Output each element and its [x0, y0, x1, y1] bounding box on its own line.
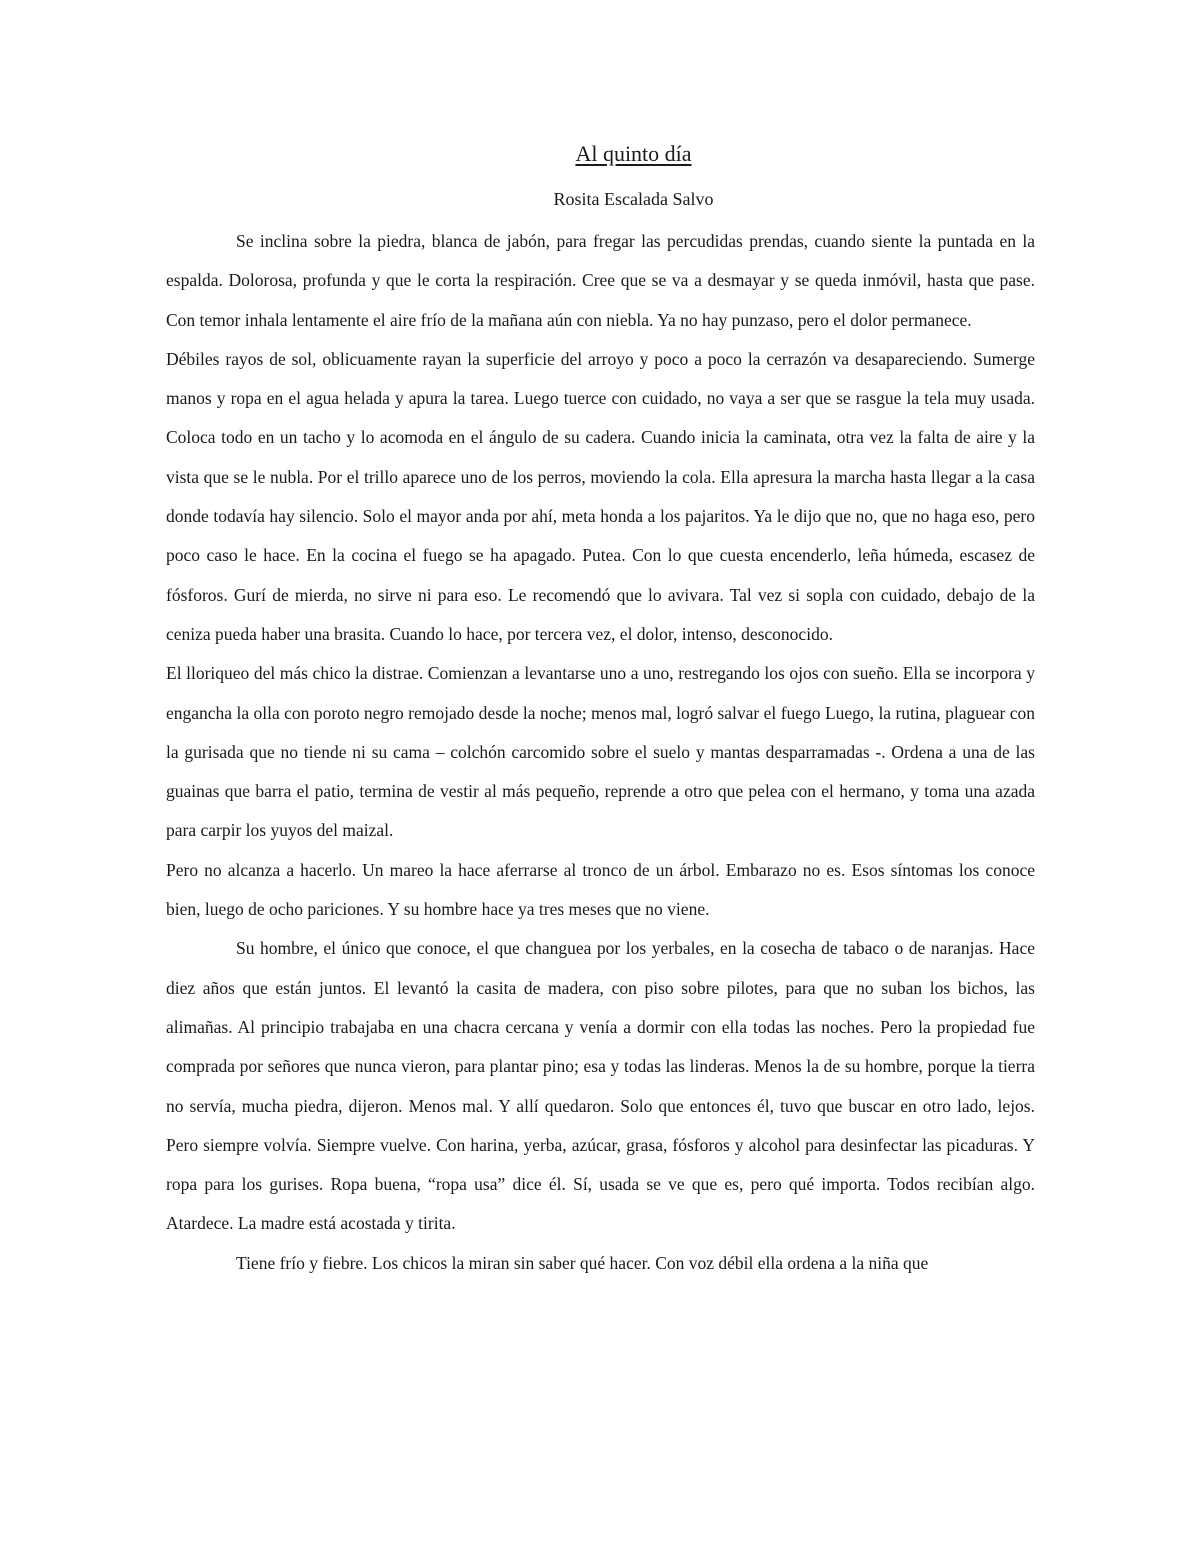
paragraph: Su hombre, el único que conoce, el que changuea por los yerbales, en la cosecha de tabaco o de naranjas. Hace diez años que están juntos. El levantó la casita de madera, con piso sobre pilotes, para que no suban los bichos, las alimañas. Al principio trabajaba en una chacra cercana y venía a dormir con ella todas las noches. Pero la propiedad fue comprada por señores que nunca vieron, para plantar pino; esa y todas las linderas. Menos la de su hombre, porque la tierra no servía, mucha piedra, dijeron. Menos mal. Y allí quedaron. Solo que entonces él, tuvo que buscar en otro lado, lejos. Pero siempre volvía. Siempre vuelve. Con harina, yerba, azúcar, grasa, fósforos y alcohol para desinfectar las picaduras. Y ropa para los gurises. Ropa buena, “ropa usa” dice él. Sí, usada se ve que es, pero qué importa. Todos recibían algo. Atardece. La madre está acostada y tirita. [166, 938, 1035, 1234]
paragraph: Pero no alcanza a hacerlo. Un mareo la hace aferrarse al tronco de un árbol. Embarazo no es. Esos síntomas los conoce bien, luego de ocho pariciones. Y su hombre hace ya tres meses que no viene. [166, 859, 1035, 920]
paragraph: Se inclina sobre la piedra, blanca de jabón, para fregar las percudidas prendas, cuando siente la puntada en la espalda. Dolorosa, profunda y que le corta la respiración. Cree que se va a desmayar y se queda inmóvil, hasta que pase. Con temor inhala lentamente el aire frío de la mañana aún con niebla. Ya no hay punzaso, pero el dolor permanece. [166, 231, 1035, 330]
paragraph: El lloriqueo del más chico la distrae. Comienzan a levantarse uno a uno, restregando los ojos con sueño. Ella se incorpora y engancha la olla con poroto negro remojado desde la noche; menos mal, logró salvar el fuego Luego, la rutina, plaguear con la gurisada que no tiende ni su cama – colchón carcomido sobre el suelo y mantas desparramadas -. Ordena a una de las guainas que barra el patio, termina de vestir al más pequeño, reprende a otro que pelea con el hermano, y toma una azada para carpir los yuyos del maizal. [166, 663, 1035, 841]
document-title: Al quinto día [575, 141, 692, 166]
paragraph: Tiene frío y fiebre. Los chicos la miran sin saber qué hacer. Con voz débil ella ordena a la niña que [236, 1252, 929, 1273]
document-body [166, 222, 1035, 1283]
document-author: Rosita Escalada Salvo [553, 189, 714, 209]
paragraph: Débiles rayos de sol, oblicuamente rayan la superficie del arroyo y poco a poco la cerrazón va desapareciendo. Sumerge manos y ropa en el agua helada y apura la tarea. Luego tuerce con cuidado, no vaya a ser que se rasgue la tela muy usada. Coloca todo en un tacho y lo acomoda en el ángulo de su cadera. Cuando inicia la caminata, otra vez la falta de aire y la vista que se le nubla. Por el trillo aparece uno de los perros, moviendo la cola. Ella apresura la marcha hasta llegar a la casa donde todavía hay silencio. Solo el mayor anda por ahí, meta honda a los pajaritos. Ya le dijo que no, que no haga eso, pero poco caso le hace. En la cocina el fuego se ha apagado. Putea. Con lo que cuesta encenderlo, leña húmeda, escasez de fósforos. Gurí de mierda, no sirve ni para eso. Le recomendó que lo avivara. Tal vez si sopla con cuidado, debajo de la ceniza pueda haber una brasita. Cuando lo hace, por tercera vez, el dolor, intenso, desconocido. [166, 348, 1035, 644]
